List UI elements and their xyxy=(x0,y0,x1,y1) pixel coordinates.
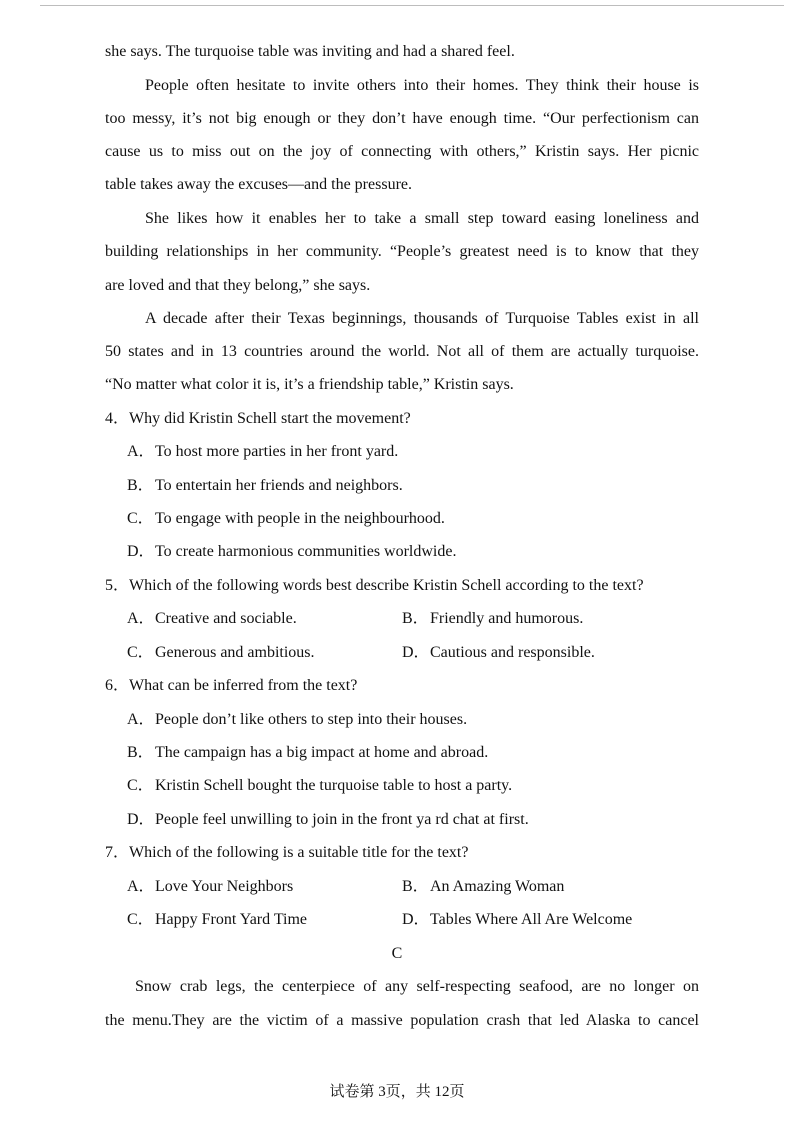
passage-c-line: the menu.They are the victim of a massive population crash that led Alaska to cancel xyxy=(105,1012,699,1029)
option-text: To engage with people in the neighbourhood. xyxy=(155,510,445,527)
option-letter: B． xyxy=(127,744,154,761)
option-text: Love Your Neighbors xyxy=(155,878,294,895)
option-text: Generous and ambitious. xyxy=(155,644,315,661)
q5-option-d xyxy=(402,641,595,665)
passage-b-line: building relationships in her community. “People’s greatest need is to know that they xyxy=(105,243,699,260)
passage-b-line: too messy, it’s not big enough or they don’t have enough time. “Our perfectionism can xyxy=(105,110,699,127)
option-letter: D． xyxy=(402,911,430,928)
option-letter: A． xyxy=(127,443,155,460)
q7-option-a xyxy=(127,875,293,899)
option-letter: D． xyxy=(127,543,155,560)
passage-b-line: are loved and that they belong,” she says. xyxy=(105,277,371,294)
passage-b-line: she says. The turquoise table was inviting and had a shared feel. xyxy=(105,43,515,60)
option-text: The campaign has a big impact at home and abroad. xyxy=(155,744,489,761)
passage-b-line: table takes away the excuses—and the pressure. xyxy=(105,176,412,193)
q4-option-c xyxy=(127,507,445,531)
option-text: Tables Where All Are Welcome xyxy=(430,911,633,928)
q6-option-a xyxy=(127,708,467,732)
q5-option-a xyxy=(127,607,297,631)
q4-option-d xyxy=(127,540,456,564)
option-text: Cautious and responsible. xyxy=(430,644,595,661)
question-4 xyxy=(105,407,411,431)
question-6 xyxy=(105,674,357,698)
option-letter: C． xyxy=(127,644,154,661)
question-text: Why did Kristin Schell start the movement? xyxy=(129,410,411,427)
passage-b-line: People often hesitate to invite others into their homes. They think their house is xyxy=(145,77,699,94)
option-letter: A． xyxy=(127,610,155,627)
option-letter: B． xyxy=(402,878,429,895)
option-letter: D． xyxy=(127,811,155,828)
passage-b-line: She likes how it enables her to take a small step toward easing loneliness and xyxy=(145,210,699,227)
q6-option-b xyxy=(127,741,488,765)
option-text: Kristin Schell bought the turquoise table to host a party. xyxy=(155,777,513,794)
option-letter: C． xyxy=(127,777,154,794)
page-footer: 试卷第 3页，共 12页 xyxy=(329,1084,465,1100)
q7-option-b xyxy=(402,875,564,899)
question-number: 6． xyxy=(105,677,130,694)
question-5 xyxy=(105,574,644,598)
option-text: People feel unwilling to join in the front ya rd chat at first. xyxy=(155,811,529,828)
option-letter: A． xyxy=(127,878,155,895)
question-text: What can be inferred from the text? xyxy=(129,677,358,694)
passage-c-line: Snow crab legs, the centerpiece of any self-respecting seafood, are no longer on xyxy=(135,978,699,995)
option-text: To host more parties in her front yard. xyxy=(155,443,399,460)
q7-option-c xyxy=(127,908,307,932)
q4-option-a xyxy=(127,440,398,464)
section-heading-c: C xyxy=(391,945,403,962)
option-letter: C． xyxy=(127,911,154,928)
option-text: An Amazing Woman xyxy=(430,878,565,895)
passage-b-line: cause us to miss out on the joy of connecting with others,” Kristin says. Her picnic xyxy=(105,143,699,160)
q6-option-d xyxy=(127,808,529,832)
q5-option-c xyxy=(127,641,315,665)
question-text: Which of the following is a suitable title for the text? xyxy=(129,844,469,861)
question-number: 4． xyxy=(105,410,130,427)
question-number: 7． xyxy=(105,844,130,861)
option-text: Friendly and humorous. xyxy=(430,610,584,627)
option-letter: A． xyxy=(127,711,155,728)
q6-option-c xyxy=(127,774,512,798)
option-text: Creative and sociable. xyxy=(155,610,297,627)
option-letter: B． xyxy=(127,477,154,494)
passage-b-line: 50 states and in 13 countries around the world. Not all of them are actually turquoise. xyxy=(105,343,699,360)
option-text: Happy Front Yard Time xyxy=(155,911,308,928)
passage-b-line: A decade after their Texas beginnings, thousands of Turquoise Tables exist in all xyxy=(145,310,699,327)
question-text: Which of the following words best describe Kristin Schell according to the text? xyxy=(129,577,644,594)
question-7 xyxy=(105,841,468,865)
option-letter: B． xyxy=(402,610,429,627)
passage-b-line: “No matter what color it is, it’s a friendship table,” Kristin says. xyxy=(105,376,514,393)
option-letter: C． xyxy=(127,510,154,527)
q4-option-b xyxy=(127,474,403,498)
option-text: To create harmonious communities worldwide. xyxy=(155,543,457,560)
option-text: People don’t like others to step into their houses. xyxy=(155,711,468,728)
option-text: To entertain her friends and neighbors. xyxy=(155,477,403,494)
q5-option-b xyxy=(402,607,583,631)
q7-option-d xyxy=(402,908,632,932)
question-number: 5． xyxy=(105,577,130,594)
top-border-line xyxy=(40,5,784,6)
option-letter: D． xyxy=(402,644,430,661)
